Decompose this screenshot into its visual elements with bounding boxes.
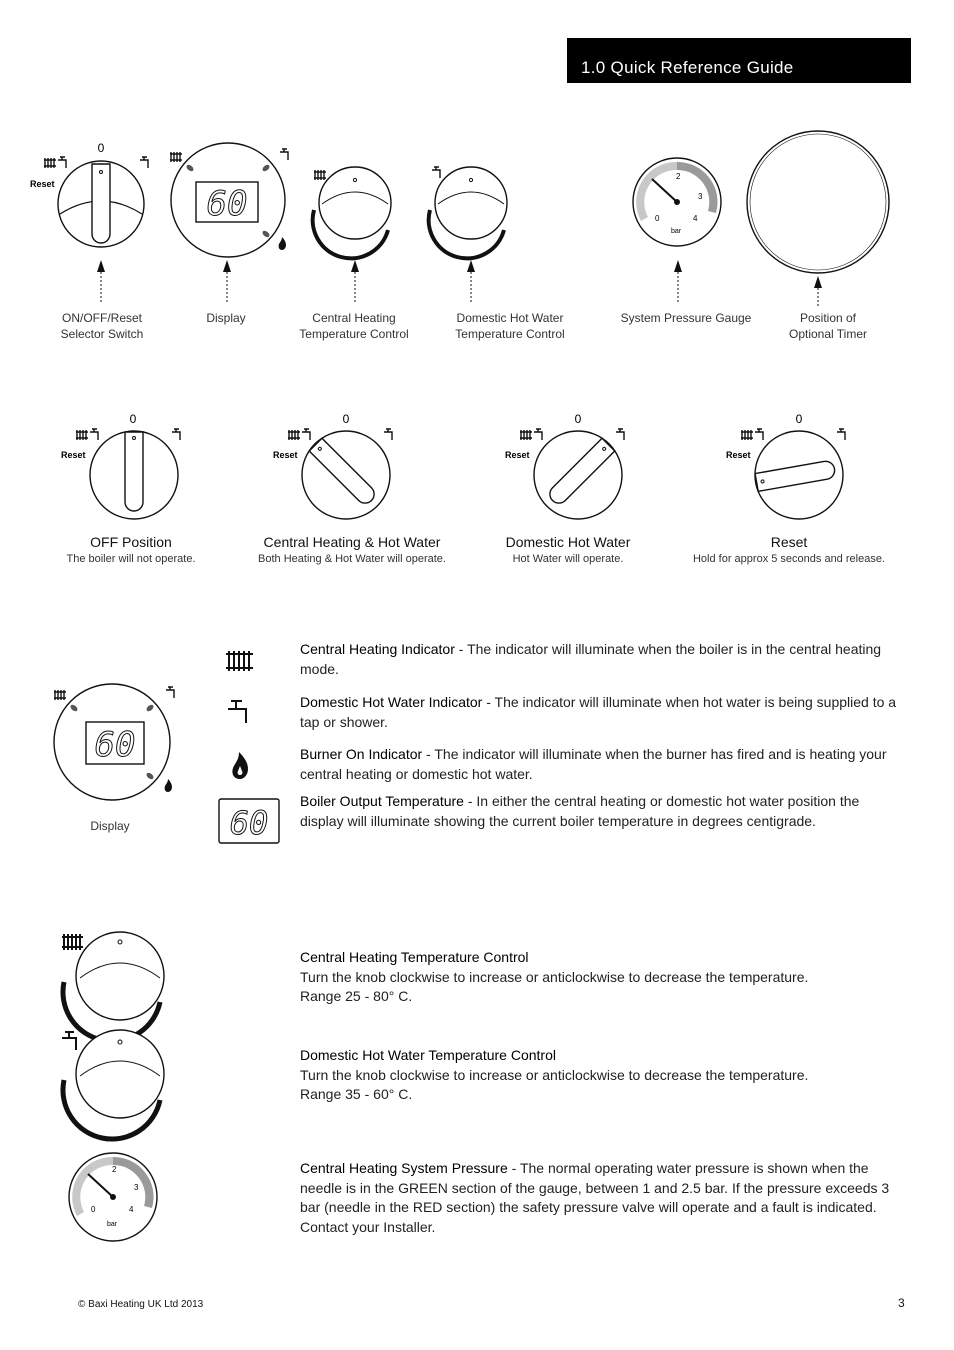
mode-dhw-diagram	[502, 410, 642, 530]
diagram-label: 0	[655, 214, 660, 223]
diagram-label: 2	[112, 1165, 117, 1174]
tap-icon	[384, 429, 392, 440]
section-title: 1.0 Quick Reference Guide	[581, 58, 794, 77]
ch-control-description: Central Heating Temperature Control Turn the knob clockwise to increase or anticlockwise to decrease the temperature. Range 25 - 80° C.	[300, 949, 809, 1004]
diagram-label: bar	[107, 1221, 118, 1228]
radiator-icon	[288, 430, 300, 440]
diagram-label: 3	[134, 1183, 139, 1192]
copyright: © Baxi Heating UK Ltd 2013	[78, 1299, 204, 1310]
ch-control-caption: Central Heating Temperature Control	[299, 311, 409, 341]
indicator-dhw-description: Domestic Hot Water Indicator - The indicator will illuminate when hot water is being supplied to a tap or shower.	[300, 694, 897, 730]
tap-icon	[616, 429, 624, 440]
mode-reset-subtitle: Hold for approx 5 seconds and release.	[692, 553, 885, 565]
diagram-label: 2	[676, 172, 681, 181]
tap-icon	[90, 429, 98, 440]
mode-off-subtitle: The boiler will not operate.	[66, 553, 196, 565]
diagram-label: 0	[129, 412, 137, 426]
radiator-icon	[741, 430, 753, 440]
digital-display-icon	[218, 798, 280, 844]
timer-caption: Position of Optional Timer	[788, 311, 868, 341]
diagram-label: 1	[87, 1182, 93, 1192]
mode-ch-hw-subtitle: Both Heating & Hot Water will operate.	[258, 553, 446, 565]
tap-icon	[172, 429, 180, 440]
radiator-icon	[62, 934, 83, 950]
diagram-label: 4	[693, 214, 698, 223]
selector-reset-label: Reset	[30, 179, 55, 189]
tap-icon	[755, 429, 763, 440]
flame-icon	[230, 750, 250, 780]
radiator-icon	[54, 690, 66, 700]
indicator-ch-description: Central Heating Indicator - The indicator will illuminate when the boiler is in the central heating mode.	[300, 641, 882, 677]
mode-ch-hw-title: Central Heating & Hot Water	[263, 534, 441, 550]
diagram-label: Reset	[726, 450, 751, 460]
tap-icon	[534, 429, 542, 440]
diagram-label: 0	[91, 1205, 96, 1214]
display-detail-diagram	[50, 680, 182, 804]
tap-icon	[228, 697, 254, 725]
indicator-burner-description: Burner On Indicator - The indicator will illuminate when the burner has fired and is heating your central heating or domestic hot water.	[300, 746, 887, 782]
dhw-control-caption: Domestic Hot Water Temperature Control	[455, 311, 565, 341]
radiator-icon	[520, 430, 532, 440]
diagram-label: 1	[652, 189, 658, 199]
diagram-label: 60	[229, 804, 269, 842]
diagram-label: 0	[795, 412, 803, 426]
display-value: 60	[206, 184, 248, 224]
diagram-label: 0	[342, 412, 350, 426]
mode-ch-hw-diagram	[270, 410, 410, 530]
tap-icon	[837, 429, 845, 440]
mode-dhw-subtitle: Hot Water will operate.	[512, 553, 624, 565]
diagram-label: bar	[671, 228, 682, 235]
indicator-temperature-description: Boiler Output Temperature - In either the central heating or domestic hot water position the display will illuminate showing the current boiler temperature in degrees centigrade.	[300, 793, 860, 829]
pressure-description: Central Heating System Pressure - The normal operating water pressure is shown when the needle is in the GREEN section of the gauge, between 1 and 2.5 bar. If the pressure exceeds 3 bar (needle in the RED section) the safety pressure valve will operate and a fault is indicated. Contact your Installer.	[300, 1160, 890, 1235]
diagram-label: Reset	[273, 450, 298, 460]
tap-icon	[302, 429, 310, 440]
diagram-label: 4	[129, 1205, 134, 1214]
mode-reset-diagram	[722, 410, 862, 530]
ch-control-detail-diagram	[56, 926, 172, 1030]
flame-icon	[165, 779, 172, 792]
mode-reset-title: Reset	[770, 534, 808, 550]
selector-zero-label: 0	[97, 141, 105, 155]
diagram-label: Reset	[61, 450, 86, 460]
tap-icon	[166, 687, 174, 698]
callout-arrows	[0, 0, 954, 320]
tap-icon	[62, 1032, 76, 1050]
display-detail-caption: Display	[90, 819, 130, 833]
mode-off-title: OFF Position	[90, 534, 172, 550]
diagram-label: 0	[574, 412, 582, 426]
dhw-control-detail-diagram	[56, 1024, 172, 1128]
radiator-icon	[226, 648, 254, 674]
pressure-gauge-detail-diagram	[66, 1150, 162, 1246]
display-caption: Display	[206, 311, 246, 325]
mode-off-diagram	[60, 410, 200, 530]
radiator-icon	[76, 430, 88, 440]
mode-dhw-title: Domestic Hot Water	[505, 534, 631, 550]
gauge-caption: System Pressure Gauge	[620, 311, 752, 325]
page-number: 3	[898, 1296, 905, 1310]
diagram-label: Reset	[505, 450, 530, 460]
diagram-label: 60	[94, 725, 136, 765]
dhw-control-description: Domestic Hot Water Temperature Control Turn the knob clockwise to increase or anticlockwise to decrease the temperature. Range 35 - 60° C.	[300, 1047, 809, 1102]
selector-caption: ON/OFF/Reset Selector Switch	[60, 311, 144, 341]
diagram-label: 3	[698, 192, 703, 201]
